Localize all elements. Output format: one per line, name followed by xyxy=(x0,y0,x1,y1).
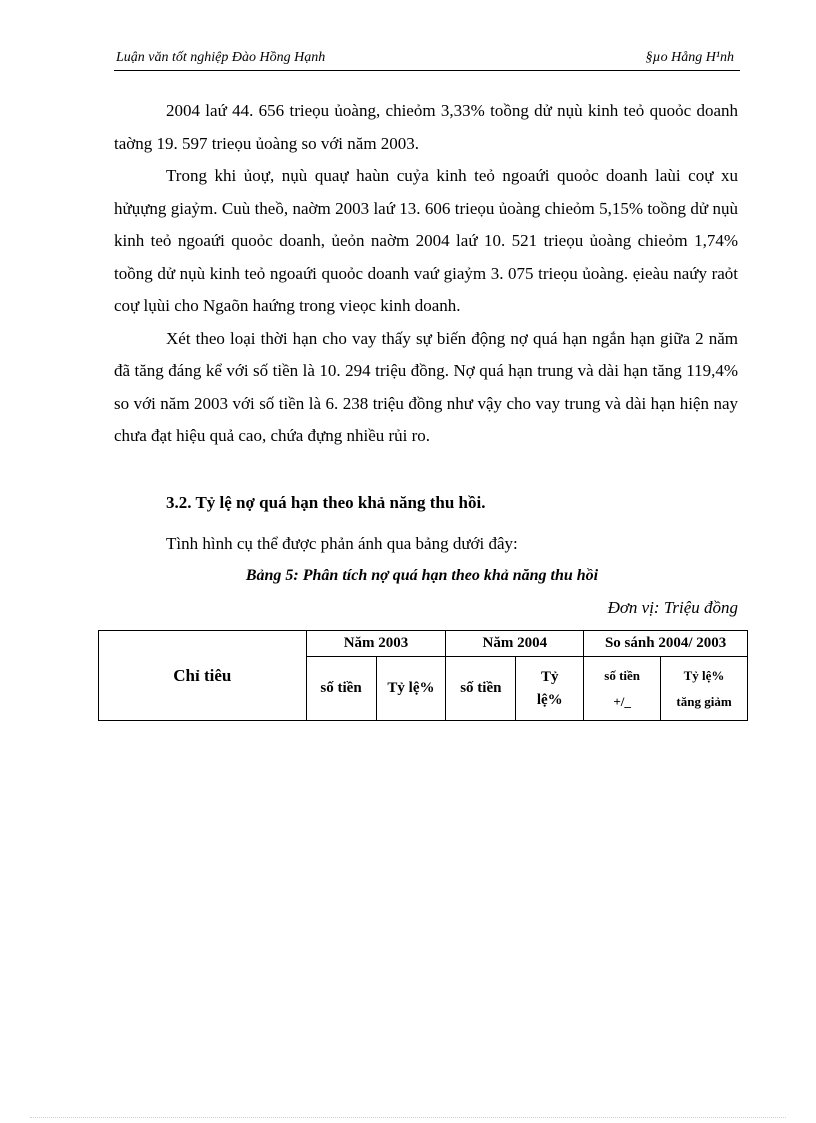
header-diff-amount-line2: +/_ xyxy=(613,693,631,709)
table-caption: Bảng 5: Phân tích nợ quá hạn theo khả năng thu hồi xyxy=(245,567,599,584)
header-year-2003: Năm 2003 xyxy=(306,631,446,657)
page-header xyxy=(114,48,740,71)
header-indicator: Chỉ tiêu xyxy=(99,631,307,721)
header-diff-amount xyxy=(584,657,661,721)
header-ratio-2004-line2: lệ% xyxy=(536,691,563,708)
header-diff-amount-line1: số tiền xyxy=(604,667,641,683)
header-diff-ratio-line1: Tỷ lệ% xyxy=(683,667,725,683)
header-diff-ratio xyxy=(661,657,748,721)
paragraph: Xét theo loại thời hạn cho vay thấy sự biến động nợ quá hạn ngắn hạn giữa 2 năm đã tăng đáng kể với số tiền là 10. 294 triệu đồng. Nợ quá hạn trung và dài hạn tăng 119,4% so với năm 2003 với số tiền là 6. 238 triệu đồng như vậy cho vay trung và dài hạn hiện nay chưa đạt hiệu quả cao, chứa đựng nhiều rủi ro. xyxy=(114,328,738,445)
header-author-legacy-font: §µo Hång H¹nh xyxy=(645,50,734,65)
unit-label: Đơn vị: Triệu đồng xyxy=(607,598,738,617)
body-text xyxy=(114,95,738,453)
debt-table xyxy=(98,630,748,721)
header-diff-ratio-line2: tăng giảm xyxy=(676,693,732,709)
paragraph: Trong khi ủoự, nụù quaự haùn cuỷa kinh teỏ ngoaứi quoỏc doanh laùi coự xu hửụựng giaỷm. Cuù theồ, naờm 2003 laứ 13. 606 trieọu ủoàng chieỏm 5,15% toồng dử nụù kinh teỏ ngoaứi quoỏc doanh, ủeỏn naờm 2004 laứ 10. 521 trieọu ủoàng chieỏm 1,74% toồng dử nụù kinh teỏ ngoaứi quoỏc doanh vaứ giaỷm 3. 075 trieọu ủoàng. ẹieàu naứy raỏt coự lụùi cho Ngaõn haứng trong vieọc kinh doanh. xyxy=(114,166,738,315)
section-heading: 3.2. Tỷ lệ nợ quá hạn theo khả năng thu hồi. xyxy=(166,493,486,512)
header-ratio-2004 xyxy=(516,657,584,721)
header-comparison: So sánh 2004/ 2003 xyxy=(584,631,748,657)
header-amount-2003: số tiền xyxy=(306,657,376,721)
page-bottom-divider xyxy=(30,1117,786,1118)
paragraph: 2004 laứ 44. 656 trieọu ủoàng, chieỏm 3,33% toồng dử nụù kinh teỏ quoỏc doanh taờng 19. 597 trieọu ủoàng so với năm 2003. xyxy=(114,101,738,153)
header-ratio-2003: Tỷ lệ% xyxy=(376,657,446,721)
header-amount-2004: số tiền xyxy=(446,657,516,721)
header-author: Luận văn tốt nghiệp Đào Hồng Hạnh xyxy=(116,50,326,65)
table-intro: Tình hình cụ thể được phản ánh qua bảng dưới đây: xyxy=(166,534,518,553)
header-ratio-2004-line1: Tỷ xyxy=(540,668,559,685)
header-year-2004: Năm 2004 xyxy=(446,631,584,657)
